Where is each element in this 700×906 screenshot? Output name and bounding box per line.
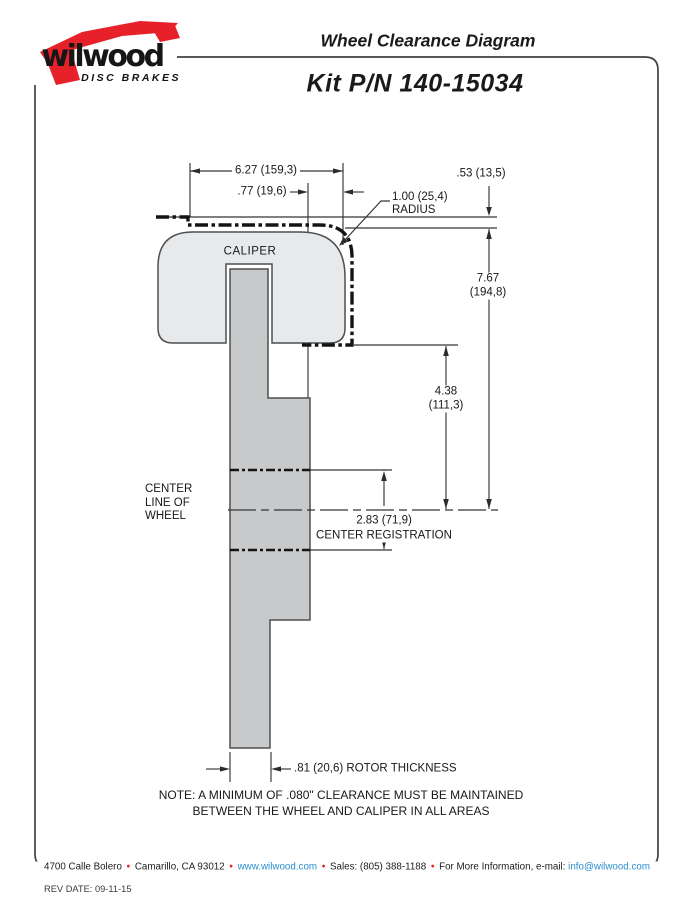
footer-city: Camarillo, CA 93012 [134, 861, 225, 873]
footer-address: 4700 Calle Bolero [44, 861, 122, 873]
footer-sales-phone: Sales: (805) 388-1188 [329, 861, 427, 873]
note-line-1: NOTE: A MINIMUM OF .080" CLEARANCE MUST BE MAINTAINED [158, 788, 524, 802]
centerline-word-3: WHEEL [145, 510, 186, 523]
footer-website-link[interactable]: www.wilwood.com [237, 861, 318, 873]
dim-inner-metric: (111,3) [428, 399, 464, 411]
wheel-centerline-label [145, 483, 192, 524]
dim-inner-value: 4.38 [434, 385, 458, 398]
footer-email-label: For More Information, e-mail: [439, 861, 566, 873]
caliper-label: CALIPER [223, 245, 277, 258]
footer-bullet: • [126, 861, 131, 873]
rev-date: REV DATE: 09-11-15 [44, 884, 132, 894]
page-border [35, 57, 658, 867]
note-line-2: BETWEEN THE WHEEL AND CALIPER IN ALL AREAS [192, 803, 490, 818]
wilwood-logo [22, 16, 184, 88]
clearance-note [159, 788, 524, 819]
footer-bullet: • [321, 861, 326, 873]
logo-brand-text: wilwood [41, 39, 163, 74]
dim-radius-value: 1.00 (25,4) [392, 191, 448, 203]
dim-radius-label [392, 191, 448, 217]
dim-offset-label: .77 (19,6) [234, 186, 289, 199]
center-registration-value: 2.83 (71,9) [353, 515, 415, 528]
center-registration-label: CENTER REGISTRATION [313, 530, 455, 543]
footer-bullet: • [229, 861, 233, 873]
dim-radius-word: RADIUS [392, 204, 436, 216]
logo-tagline-text: DISC BRAKES [81, 72, 181, 84]
footer-email-link[interactable]: info@wilwood.com [568, 861, 650, 873]
dim-overall-label [467, 273, 509, 300]
page-title: Wheel Clearance Diagram [320, 30, 536, 51]
footer-contact-line [36, 862, 658, 873]
centerline-word-1: CENTER [145, 483, 193, 495]
kit-part-number: Kit P/N 140-15034 [306, 69, 524, 98]
dim-overall-metric: (194,8) [469, 286, 507, 298]
centerline-word-2: LINE OF [145, 496, 190, 509]
dim-lip-label: .53 (13,5) [456, 167, 506, 180]
footer-bullet: • [430, 861, 435, 873]
dim-width-label: 6.27 (159,3) [232, 165, 300, 178]
dim-overall-value: 7.67 [476, 272, 500, 285]
rotor-thickness-label: .81 (20,6) ROTOR THICKNESS [294, 762, 457, 775]
dim-inner-label [426, 386, 467, 413]
